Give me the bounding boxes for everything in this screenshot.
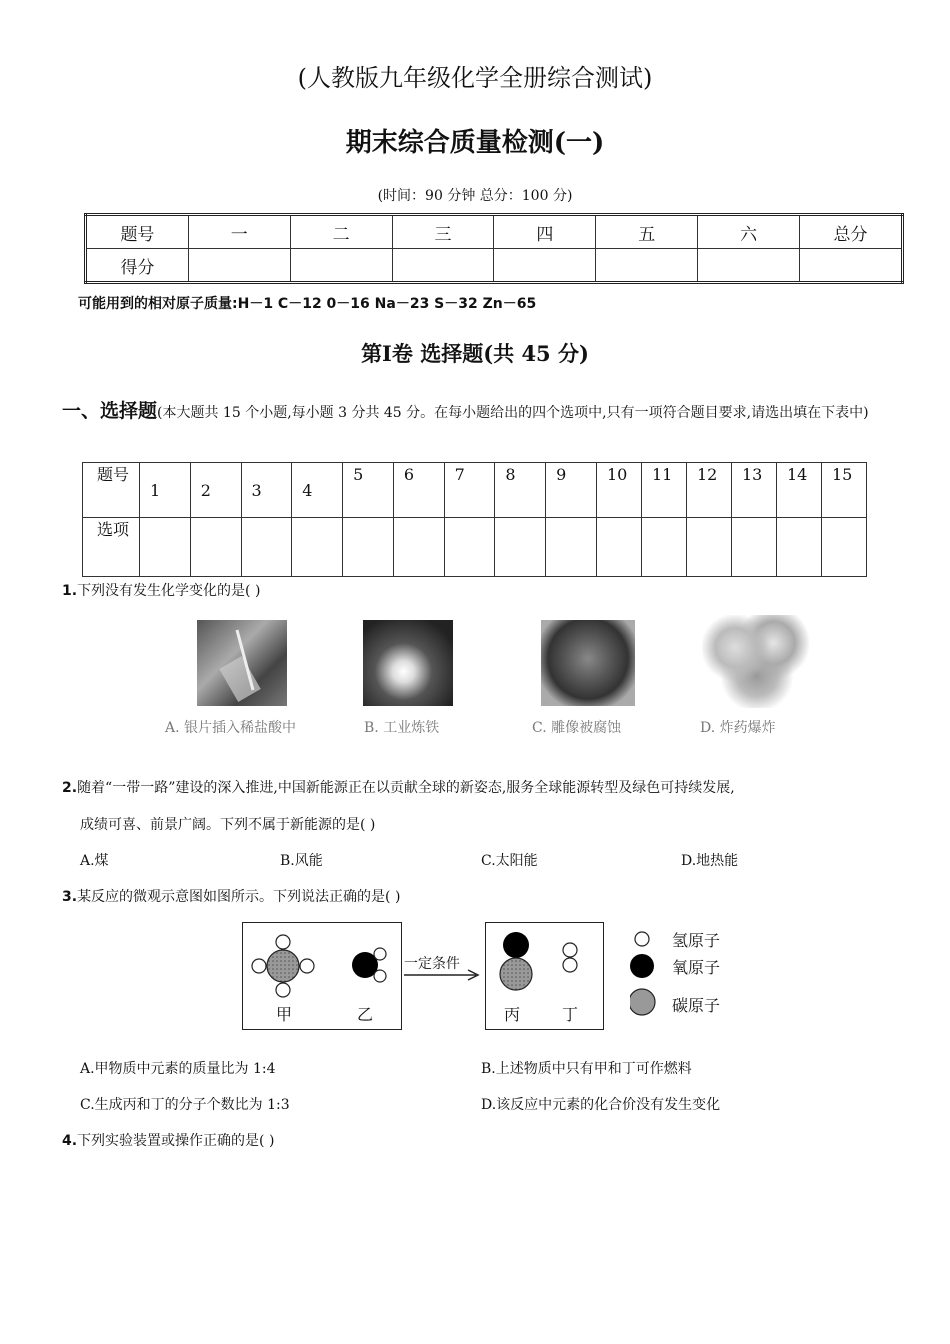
answer-cell[interactable]: [546, 518, 597, 577]
question-number: 2.: [62, 780, 78, 796]
carbon-atom-icon: [500, 958, 532, 990]
photo-silver-in-acid: [197, 620, 287, 706]
answer-number: 14: [777, 463, 822, 518]
option-a[interactable]: A.甲物质中元素的质量比为 1:4: [80, 1061, 276, 1077]
answer-cell[interactable]: [241, 518, 292, 577]
label-bing: 丙: [504, 1005, 521, 1024]
score-cell[interactable]: [800, 249, 903, 283]
question-number: 3.: [62, 889, 78, 905]
answer-cell[interactable]: [140, 518, 191, 577]
reactant-molecules: [243, 923, 401, 1029]
question-stem: 下列没有发生化学变化的是( ): [77, 583, 261, 599]
reaction-condition: 一定条件: [404, 956, 460, 972]
question-stem: 某反应的微观示意图如图所示。下列说法正确的是( ): [77, 889, 401, 905]
answer-cell[interactable]: [732, 518, 777, 577]
question-1: [62, 580, 260, 600]
answer-number: 3: [241, 463, 292, 518]
answer-number: 7: [444, 463, 495, 518]
answer-number: 9: [546, 463, 597, 518]
answer-number: 6: [393, 463, 444, 518]
hydrogen-atom-icon: [276, 935, 290, 949]
answer-number: 12: [687, 463, 732, 518]
score-cell[interactable]: [698, 249, 800, 283]
answer-cell[interactable]: [777, 518, 822, 577]
photo-iron-smelting: [363, 620, 453, 706]
score-header: 五: [596, 215, 698, 249]
legend-hydrogen: 氢原子: [672, 931, 721, 950]
hydrogen-atom-icon: [374, 970, 386, 982]
score-header: 一: [188, 215, 290, 249]
answer-cell[interactable]: [597, 518, 642, 577]
answer-cell[interactable]: [444, 518, 495, 577]
answer-cell[interactable]: [822, 518, 867, 577]
answer-number: 15: [822, 463, 867, 518]
question-number: 4.: [62, 1133, 78, 1149]
question-stem: 随着“一带一路”建设的深入推进,中国新能源正在以贡献全球的新姿态,服务全球能源转型及绿色可持续发展,: [77, 780, 735, 796]
products-box: [485, 922, 604, 1030]
answer-cell[interactable]: [642, 518, 687, 577]
answer-number: 5: [343, 463, 394, 518]
question-4: [62, 1130, 274, 1150]
section-title: 第Ⅰ卷 选择题(共 45 分): [361, 341, 589, 366]
hydrogen-atom-icon: [300, 959, 314, 973]
oxygen-atom-icon: [630, 954, 654, 978]
legend-oxygen: 氧原子: [672, 958, 721, 977]
page-title: 期末综合质量检测(一): [345, 128, 605, 158]
label-ding: 丁: [562, 1005, 579, 1024]
question-3: [62, 886, 400, 906]
answer-number: 13: [732, 463, 777, 518]
hydrogen-atom-icon: [563, 958, 577, 972]
legend-icons: [630, 926, 670, 1016]
answer-number: 10: [597, 463, 642, 518]
answer-cell[interactable]: [292, 518, 343, 577]
score-header: 总分: [800, 215, 903, 249]
score-header: 题号: [86, 215, 189, 249]
hydrogen-atom-icon: [374, 948, 386, 960]
score-table: [84, 213, 904, 284]
answer-number: 11: [642, 463, 687, 518]
caption-a: A. 银片插入稀盐酸中: [165, 720, 297, 736]
caption-b: B. 工业炼铁: [364, 720, 440, 736]
test-tube-icon: [197, 620, 287, 706]
score-cell[interactable]: [392, 249, 494, 283]
score-cell[interactable]: [188, 249, 290, 283]
part-label: 一、选择题: [62, 400, 158, 422]
series-title: (人教版九年级化学全册综合测试): [297, 64, 653, 92]
answer-cell[interactable]: [687, 518, 732, 577]
label-jia: 甲: [276, 1005, 293, 1024]
score-header: 二: [290, 215, 392, 249]
answer-table: [82, 462, 867, 577]
carbon-atom-icon: [267, 950, 299, 982]
exam-meta: (时间：90 分钟 总分：100 分): [377, 188, 573, 204]
reactants-box: [242, 922, 402, 1030]
score-row-label: 得分: [86, 249, 189, 283]
caption-c: C. 雕像被腐蚀: [532, 720, 622, 736]
score-header: 四: [494, 215, 596, 249]
answer-number: 1: [140, 463, 191, 518]
option-c[interactable]: C.太阳能: [481, 853, 538, 869]
hydrogen-atom-icon: [252, 959, 266, 973]
option-b[interactable]: B.风能: [280, 853, 323, 869]
answer-cell[interactable]: [393, 518, 444, 577]
question-number: 1.: [62, 583, 78, 599]
atomic-masses: 可能用到的相对原子质量:H－1 C－12 0－16 Na－23 S－32 Zn－65: [78, 296, 537, 312]
legend-carbon: 碳原子: [672, 996, 721, 1015]
option-a[interactable]: A.煤: [80, 853, 109, 869]
oxygen-atom-icon: [503, 932, 529, 958]
option-c[interactable]: C.生成丙和丁的分子个数比为 1:3: [80, 1097, 290, 1113]
arrow-right-icon: [402, 968, 484, 982]
photo-explosion: [702, 615, 812, 708]
hydrogen-atom-icon: [563, 943, 577, 957]
carbon-atom-icon: [630, 989, 655, 1015]
option-d[interactable]: D.地热能: [681, 853, 739, 869]
answer-number: 4: [292, 463, 343, 518]
photo-corroded-statue: [541, 620, 635, 706]
part-intro: [62, 393, 902, 431]
score-cell[interactable]: [290, 249, 392, 283]
hydrogen-atom-icon: [276, 983, 290, 997]
answer-row-label: 题号: [83, 463, 140, 518]
answer-cell[interactable]: [343, 518, 394, 577]
label-yi: 乙: [357, 1005, 374, 1024]
option-b[interactable]: B.上述物质中只有甲和丁可作燃料: [481, 1061, 692, 1077]
answer-cell[interactable]: [190, 518, 241, 577]
answer-cell[interactable]: [495, 518, 546, 577]
question-stem: 下列实验装置或操作正确的是( ): [77, 1133, 275, 1149]
answer-row-label: 选项: [83, 518, 140, 577]
part-desc: (本大题共 15 个小题,每小题 3 分共 45 分。在每小题给出的四个选项中,只有一项符合题目要求,请选出填在下表中): [157, 405, 869, 421]
hydrogen-atom-icon: [635, 932, 649, 946]
question-2-line1: [62, 777, 735, 797]
score-cell[interactable]: [596, 249, 698, 283]
question-2-line2: 成绩可喜、前景广阔。下列不属于新能源的是( ): [80, 817, 376, 833]
score-header: 六: [698, 215, 800, 249]
answer-number: 8: [495, 463, 546, 518]
score-header: 三: [392, 215, 494, 249]
answer-number: 2: [190, 463, 241, 518]
score-cell[interactable]: [494, 249, 596, 283]
option-d[interactable]: D.该反应中元素的化合价没有发生变化: [481, 1097, 721, 1113]
caption-d: D. 炸药爆炸: [700, 720, 776, 736]
